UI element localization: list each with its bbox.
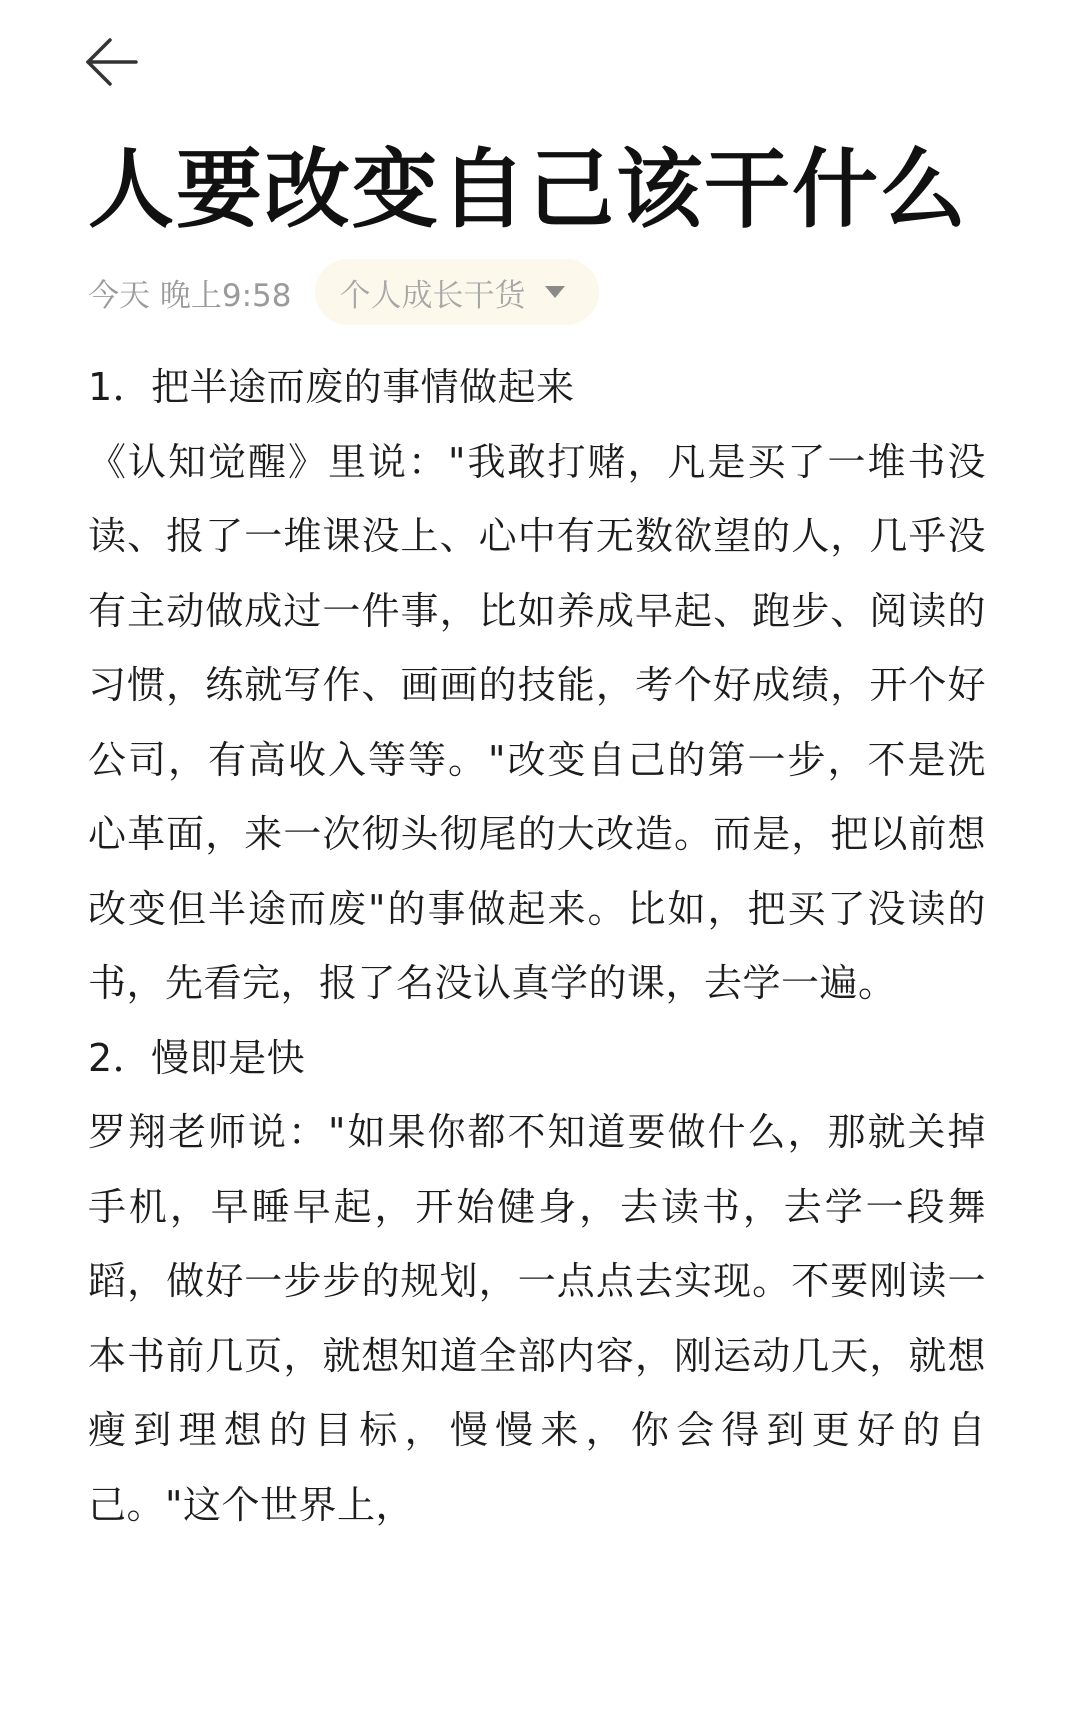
note-content[interactable] (88, 350, 986, 1542)
section-heading: 2．慢即是快 (88, 1035, 306, 1080)
back-arrow-icon (84, 34, 140, 90)
page-title: 人要改变自己该干什么 (88, 140, 968, 240)
back-button[interactable] (84, 30, 148, 94)
timestamp: 今天 晚上9:58 (88, 277, 292, 314)
section-body: 《认知觉醒》里说："我敢打赌，凡是买了一堆书没读、报了一堆课没上、心中有无数欲望的人，几乎没有主动做成过一件事，比如养成早起、跑步、阅读的习惯，练就写作、画画的技能，考个好成绩，开个好公司，有高收入等等。"改变自己的第一步，不是洗心革面，来一次彻头彻尾的大改造。而是，把以前想改变但半途而废"的事做起来。比如，把买了没读的书，先看完，报了名没认真学的课，去学一遍。 (88, 439, 986, 1005)
category-label: 个人成长干货 (339, 277, 526, 314)
section-heading: 1．把半途而废的事情做起来 (88, 365, 575, 409)
section-body: 罗翔老师说："如果你都不知道要做什么，那就关掉手机，早睡早起，开始健身，去读书，去学一段舞蹈，做好一步步的规划，一点点去实现。不要刚读一本书前几页，就想知道全部内容，刚运动几天，就想瘦到理想的目标，慢慢来，你会得到更好的自己。"这个世界上， (88, 1110, 986, 1527)
caret-down-icon (545, 286, 565, 298)
category-selector[interactable] (315, 259, 599, 325)
note-meta (88, 258, 599, 326)
